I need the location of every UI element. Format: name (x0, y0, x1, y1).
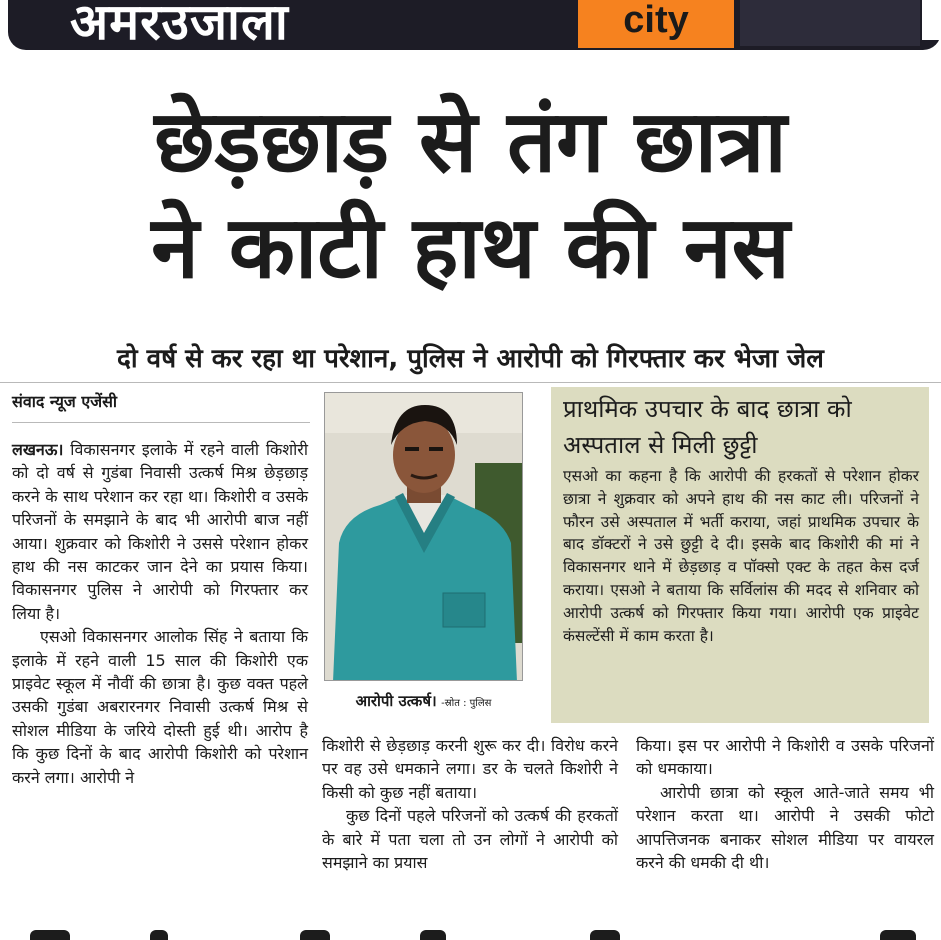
dateline: लखनऊ। (12, 440, 64, 459)
article-column-3 (636, 734, 934, 874)
sidebar-box (551, 387, 929, 723)
headline-line-1: छेड़छाड़ से तंग छात्रा (154, 92, 787, 192)
headline-line-2: ने काटी हाथ की नस (151, 198, 790, 298)
byline-agency: संवाद न्यूज एजेंसी (12, 392, 118, 411)
masthead-panel (740, 0, 920, 46)
masthead (0, 0, 941, 52)
byline-divider (12, 422, 310, 423)
headline (0, 90, 941, 302)
subheadline: दो वर्ष से कर रहा था परेशान, पुलिस ने आरोपी को गिरफ्तार कर भेजा जेल (0, 339, 941, 383)
article-paragraph: आरोपी छात्रा को स्कूल आते-जाते समय भी परेशान करता था। आरोपी ने उसकी फोटो आपत्तिजनक बनाकर सोशल मीडिया पर वायरल करने की धमकी दी थी। (636, 782, 934, 873)
caption-source: -स्रोत : पुलिस (441, 698, 492, 709)
paragraph-text: विकासनगर इलाके में रहने वाली किशोरी को दो वर्ष से गुडंबा निवासी उत्कर्ष मिश्र छेड़छाड़ करने के साथ परेशान कर रहा था। किशोरी व उसके परिजनों के समझाने के बाद भी आरोपी बाज नहीं आया। शुक्रवार को किशोरी ने उससे परेशान होकर हाथ की नस काटकर जान देने का प्रयास किया। विकासनगर पुलिस ने आरोपी को गिरफ्तार कर लिया है। (12, 440, 308, 623)
accused-photo (324, 392, 523, 681)
next-story-edge (0, 926, 941, 940)
article-paragraph: एसओ विकासनगर आलोक सिंह ने बताया कि इलाके में रहने वाली 15 साल की किशोरी एक प्राइवेट स्कूल में नौवीं की छात्रा है। कुछ वक्त पहले उसकी गुडंबा अबरारनगर निवासी उत्कर्ष मिश्र से सोशल मीडिया के जरिये दोस्ती हुई थी। आरोप है कि कुछ दिनों के बाद आरोपी किशोरी को परेशान करने लगा। आरोपी ने (12, 627, 308, 787)
newspaper-logo: अमरउजाला (70, 0, 289, 51)
masthead-edge (922, 0, 941, 40)
article-column-1 (12, 438, 308, 789)
sidebar-box-title: प्राथमिक उपचार के बाद छात्रा को अस्पताल से मिली छुट्टी (563, 395, 852, 459)
article-paragraph: किशोरी से छेड़छाड़ करनी शुरू कर दी। विरोध करने पर वह उसे धमकाने लगा। डर के चलते किशोरी ने किसी को कुछ नहीं बताया। (322, 736, 618, 802)
person-photo-illustration (325, 393, 523, 681)
article-paragraph: कुछ दिनों पहले परिजनों को उत्कर्ष की हरकतों के बारे में पता चला तो उन लोगों ने आरोपी को समझाने का प्रयास (322, 806, 618, 873)
article-column-2 (322, 734, 618, 874)
photo-caption (324, 686, 523, 716)
sidebar-box-text: एसओ का कहना है कि आरोपी की हरकतों से परेशान होकर छात्रा ने शुक्रवार को अपने हाथ की नस काट ली। परिजनों ने फौरन उसे अस्पताल में भर्ती कराया, जहां प्राथमिक उपचार के बाद डॉक्टरों ने उसे छुट्टी दे दी। इसके बाद किशोरी की मां ने विकासनगर थाने में छेड़छाड़ व पॉक्सो एक्ट के तहत केस दर्ज कराया। एसओ ने बताया कि सर्विलांस की मदद से शनिवार को आरोपी उत्कर्ष को गिरफ्तार किया गया। आरोपी एक प्राइवेट कंसल्टेंसी में काम करता है। (563, 467, 919, 645)
article-paragraph (12, 438, 308, 625)
article-paragraph: किया। इस पर आरोपी ने किशोरी व उसके परिजनों को धमकाया। (636, 736, 934, 779)
edition-badge: city (578, 0, 734, 48)
caption-name: आरोपी उत्कर्ष। (355, 692, 437, 710)
